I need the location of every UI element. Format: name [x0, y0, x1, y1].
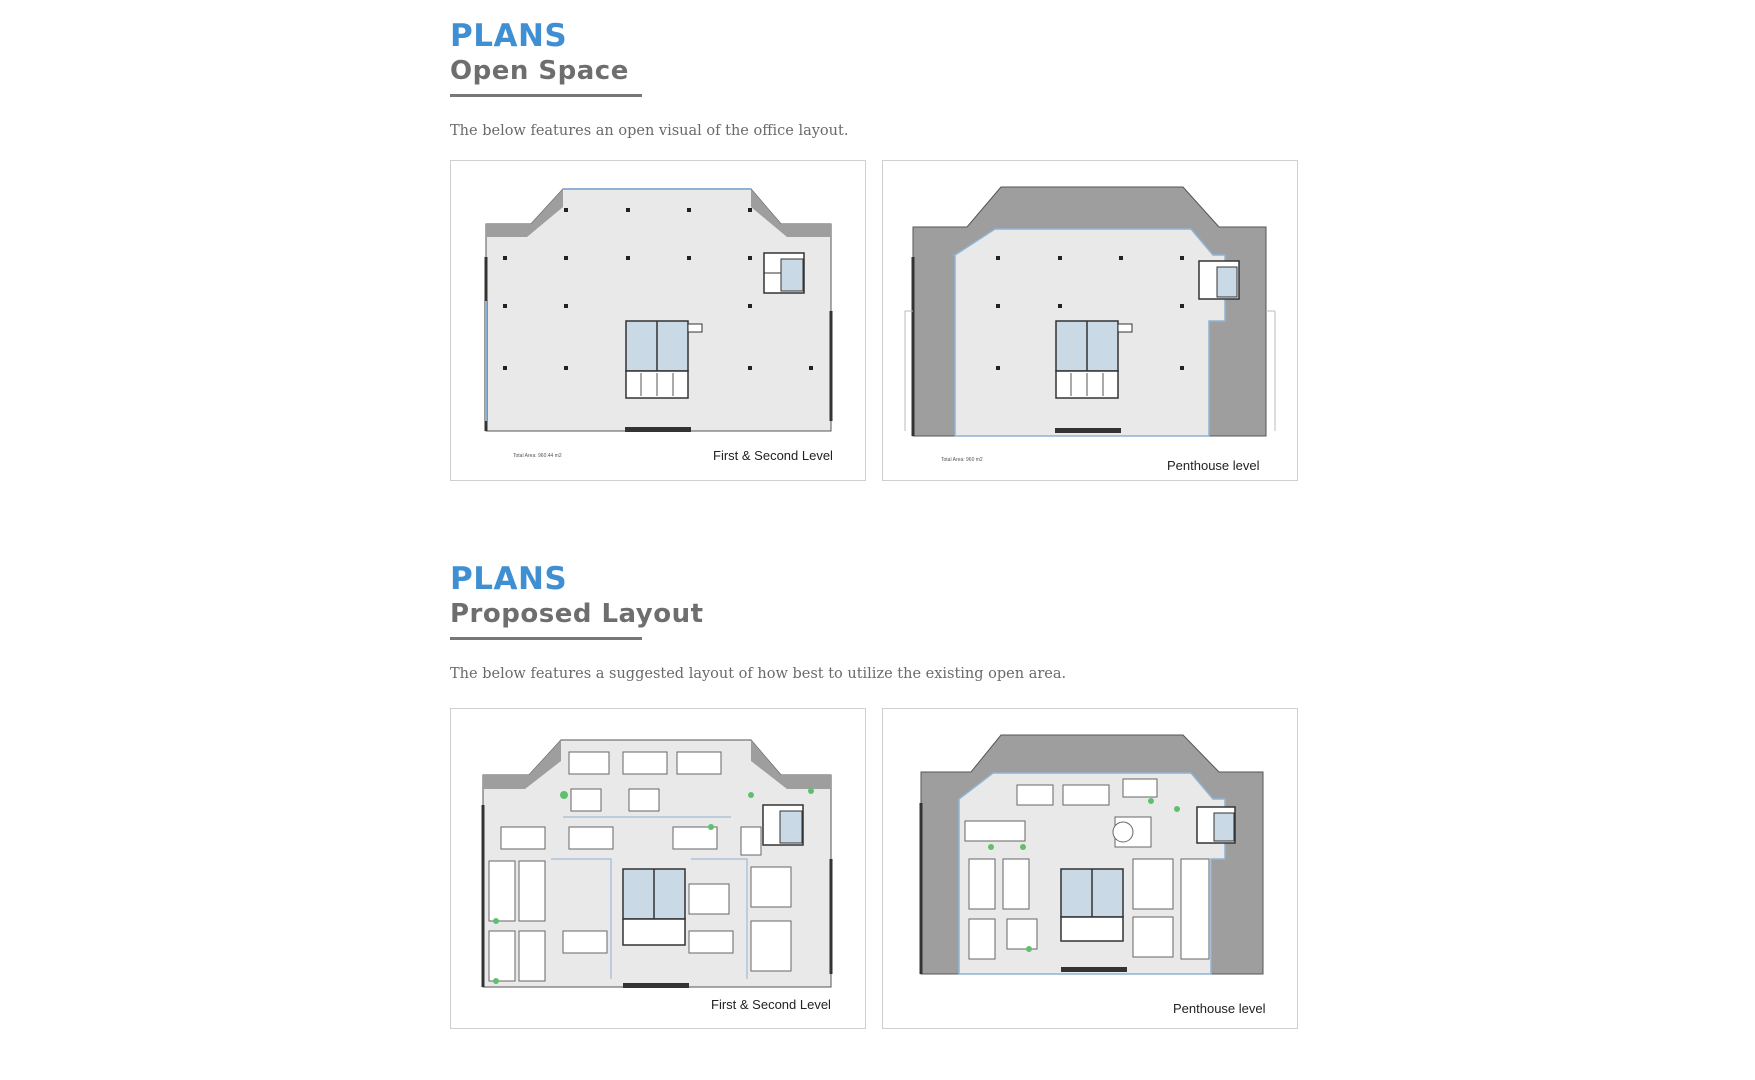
section-title: PLANS	[450, 18, 568, 54]
section-title: PLANS	[450, 561, 568, 597]
floor-plan-drawing	[451, 709, 867, 1030]
title-underline	[450, 637, 642, 640]
title-underline	[450, 94, 642, 97]
floor-plan-drawing	[883, 161, 1299, 482]
section-subtitle: Proposed Layout	[450, 599, 704, 629]
floor-plan-label: Penthouse level	[1173, 1001, 1266, 1016]
floor-plan-label: First & Second Level	[711, 997, 831, 1012]
area-note: Total Area: 960.44 m2	[513, 453, 562, 459]
floor-plan-drawing	[451, 161, 867, 482]
section-proposed-layout	[450, 561, 1066, 683]
floor-plan-label: First & Second Level	[713, 448, 833, 463]
area-note: Total Area: 960 m2	[941, 457, 983, 463]
floor-plan-drawing	[883, 709, 1299, 1030]
section-open-space	[450, 18, 848, 140]
section-subtitle: Open Space	[450, 56, 629, 86]
floor-plan-proposed-penthouse	[882, 708, 1298, 1029]
section-description: The below features an open visual of the office layout.	[450, 123, 849, 139]
floor-plan-open-first-second	[450, 160, 866, 481]
floor-plan-open-penthouse	[882, 160, 1298, 481]
floor-plan-label: Penthouse level	[1167, 458, 1260, 473]
section-description: The below features a suggested layout of how best to utilize the existing open area.	[450, 666, 1067, 682]
floor-plan-proposed-first-second	[450, 708, 866, 1029]
